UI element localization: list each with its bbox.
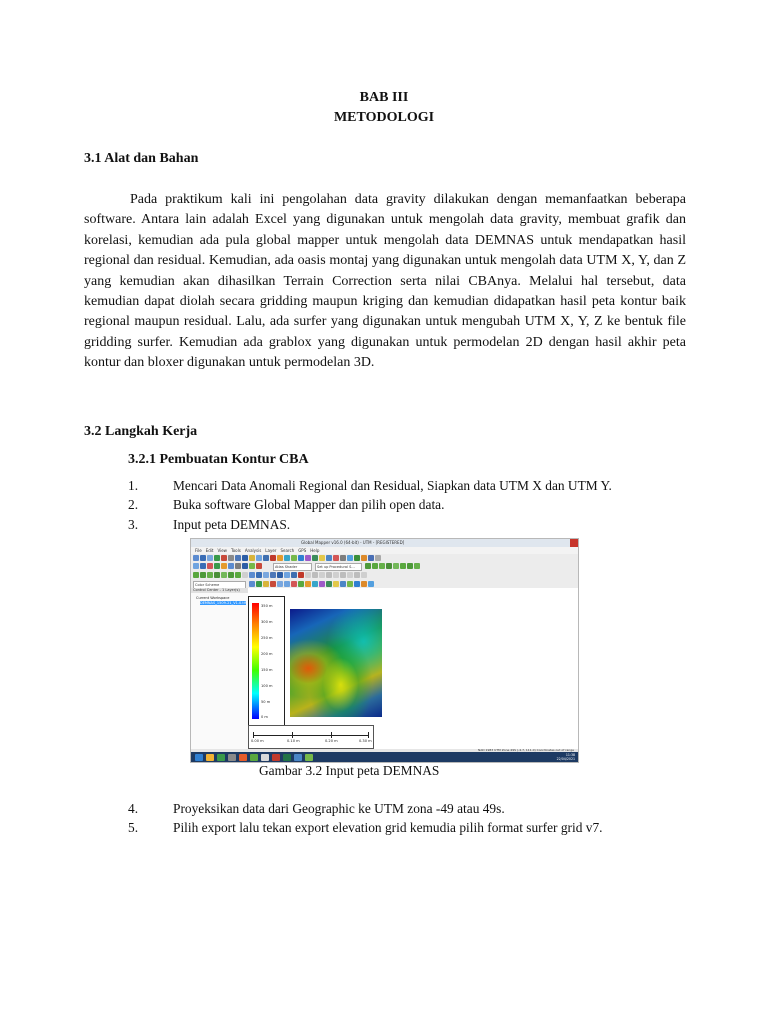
step-number: 3. xyxy=(128,517,139,532)
maximize-icon xyxy=(562,539,570,547)
step-text: Pilih export lalu tekan export elevation grid kemudia pilih format surfer grid v7. xyxy=(173,820,603,835)
legend-label: 200 m xyxy=(261,652,273,656)
procedural-select: Set up Procedural S... xyxy=(315,563,362,571)
body-paragraph: Pada praktikum kali ini pengolahan data gravity dilakukan dengan memanfaatkan beberapa software. Antara lain adalah Excel yang digunakan untuk mengolah data gravity, membuat grafik dan korelasi, kemudian ada pula global mapper untuk mengolah data DEMNAS untuk mendapatkan hasil regional dan residual. Kemudian, ada oasis montaj yang digunakan untuk mengolah data UTM X, Y, dan Z yang kemudian akan dihasilkan Terrain Correction serta nilai CBAnya. Melalui hal tersebut, data kemudian dapat diolah secara gridding maupun kriging dan kemudian didapatkan hasil peta kontur baik regional maupun residual. Lalu, ada surfer yang digunakan untuk mengubah UTM X, Y, Z ke bentuk file gridding surfer. Kemudian ada grablox yang digunakan untuk permodelan 2D dengan hasil akhir peta kontur dan bloxer digunakan untuk permodelan 3D. xyxy=(84,192,686,371)
taskbar-clock xyxy=(557,753,575,761)
menu-bar xyxy=(191,547,578,554)
tree-layer: DEMNAS_1509-21_V1.0.tif xyxy=(200,601,246,605)
legend-label: 350 m xyxy=(261,604,273,608)
app-icon xyxy=(217,754,225,761)
elevation-legend xyxy=(248,596,285,726)
map-window xyxy=(248,588,578,749)
global-mapper-screenshot xyxy=(190,538,579,763)
step-number: 5. xyxy=(128,820,139,835)
menu-help: Help xyxy=(310,548,320,553)
legend-label: 300 m xyxy=(261,620,273,624)
minimize-icon xyxy=(554,539,562,547)
step-text: Buka software Global Mapper dan pilih open data. xyxy=(173,497,445,512)
legend-label: 0 m xyxy=(261,715,268,719)
app-icon xyxy=(272,754,280,761)
menu-layer: Layer xyxy=(265,548,277,553)
toolbar-row-3 xyxy=(193,571,367,579)
legend-label: 100 m xyxy=(261,684,273,688)
toolbar-row-4 xyxy=(249,580,374,588)
scale-label: 0.30 m xyxy=(359,739,372,743)
menu-tools: Tools xyxy=(230,548,241,553)
chapter-title: METODOLOGI xyxy=(333,110,435,125)
chapter-heading: BAB III xyxy=(359,90,409,105)
section-title-3-1: 3.1 Alat dan Bahan xyxy=(84,151,199,166)
legend-label: 150 m xyxy=(261,668,273,672)
toolbar-row-2 xyxy=(193,562,262,570)
step-number: 1. xyxy=(128,478,139,493)
step-number: 4. xyxy=(128,801,139,816)
demnas-elevation-map xyxy=(290,609,382,717)
menu-gps: GPS xyxy=(298,548,307,553)
menu-file: File xyxy=(195,548,202,553)
menu-analysis: Analysis xyxy=(244,548,262,553)
excel-icon xyxy=(283,754,291,761)
app-icon xyxy=(261,754,269,761)
clock-date: 22/04/2021 xyxy=(556,757,575,761)
control-center-header: Control Center - 1 Layer(s) xyxy=(191,588,248,593)
window-titlebar xyxy=(191,539,578,547)
step-number: 2. xyxy=(128,497,139,512)
status-text: NAD 1983 UTM Zone 49S (-4.7, 111.0) Coordinates out of range xyxy=(477,748,574,752)
legend-label: 50 m xyxy=(261,700,271,704)
toolbar-row-2b xyxy=(365,562,420,570)
close-icon xyxy=(570,539,578,547)
step-text: Mencari Data Anomali Regional dan Residual, Siapkan data UTM X dan UTM Y. xyxy=(173,478,612,493)
tree-root: Current Workspace xyxy=(196,596,230,600)
app-icon xyxy=(250,754,258,761)
app-icon xyxy=(239,754,247,761)
step-text: Input peta DEMNAS. xyxy=(173,517,291,532)
toolbars xyxy=(191,554,578,588)
menu-edit: Edit xyxy=(205,548,214,553)
scale-bar xyxy=(248,725,374,749)
subsection-title: 3.2.1 Pembuatan Kontur CBA xyxy=(128,452,309,467)
scale-label: 0.00 m xyxy=(251,739,264,743)
control-center-pane xyxy=(191,588,249,749)
start-icon xyxy=(195,754,203,761)
toolbar-row-1 xyxy=(193,554,381,562)
step-text: Proyeksikan data dari Geographic ke UTM zona -49 atau 49s. xyxy=(173,801,505,816)
legend-color-ramp xyxy=(252,603,259,719)
legend-label: 250 m xyxy=(261,636,273,640)
menu-search: Search xyxy=(280,548,295,553)
explorer-icon xyxy=(206,754,214,761)
scale-label: 0.20 m xyxy=(325,739,338,743)
clock-time: 11:38 xyxy=(565,753,575,757)
global-mapper-icon xyxy=(305,754,313,761)
figure-caption: Gambar 3.2 Input peta DEMNAS xyxy=(259,763,440,778)
app-icon xyxy=(294,754,302,761)
menu-view: View xyxy=(217,548,227,553)
scale-label: 0.10 m xyxy=(287,739,300,743)
section-title-3-2: 3.2 Langkah Kerja xyxy=(84,424,198,439)
shader-select: Atlas Shader xyxy=(273,563,312,571)
window-title: Global Mapper v16.0 (64-bit) - UTM - [REGISTERED] xyxy=(301,540,405,545)
window-controls xyxy=(554,539,578,547)
color-scheme-select: Color Scheme xyxy=(193,581,246,589)
app-icon xyxy=(228,754,236,761)
